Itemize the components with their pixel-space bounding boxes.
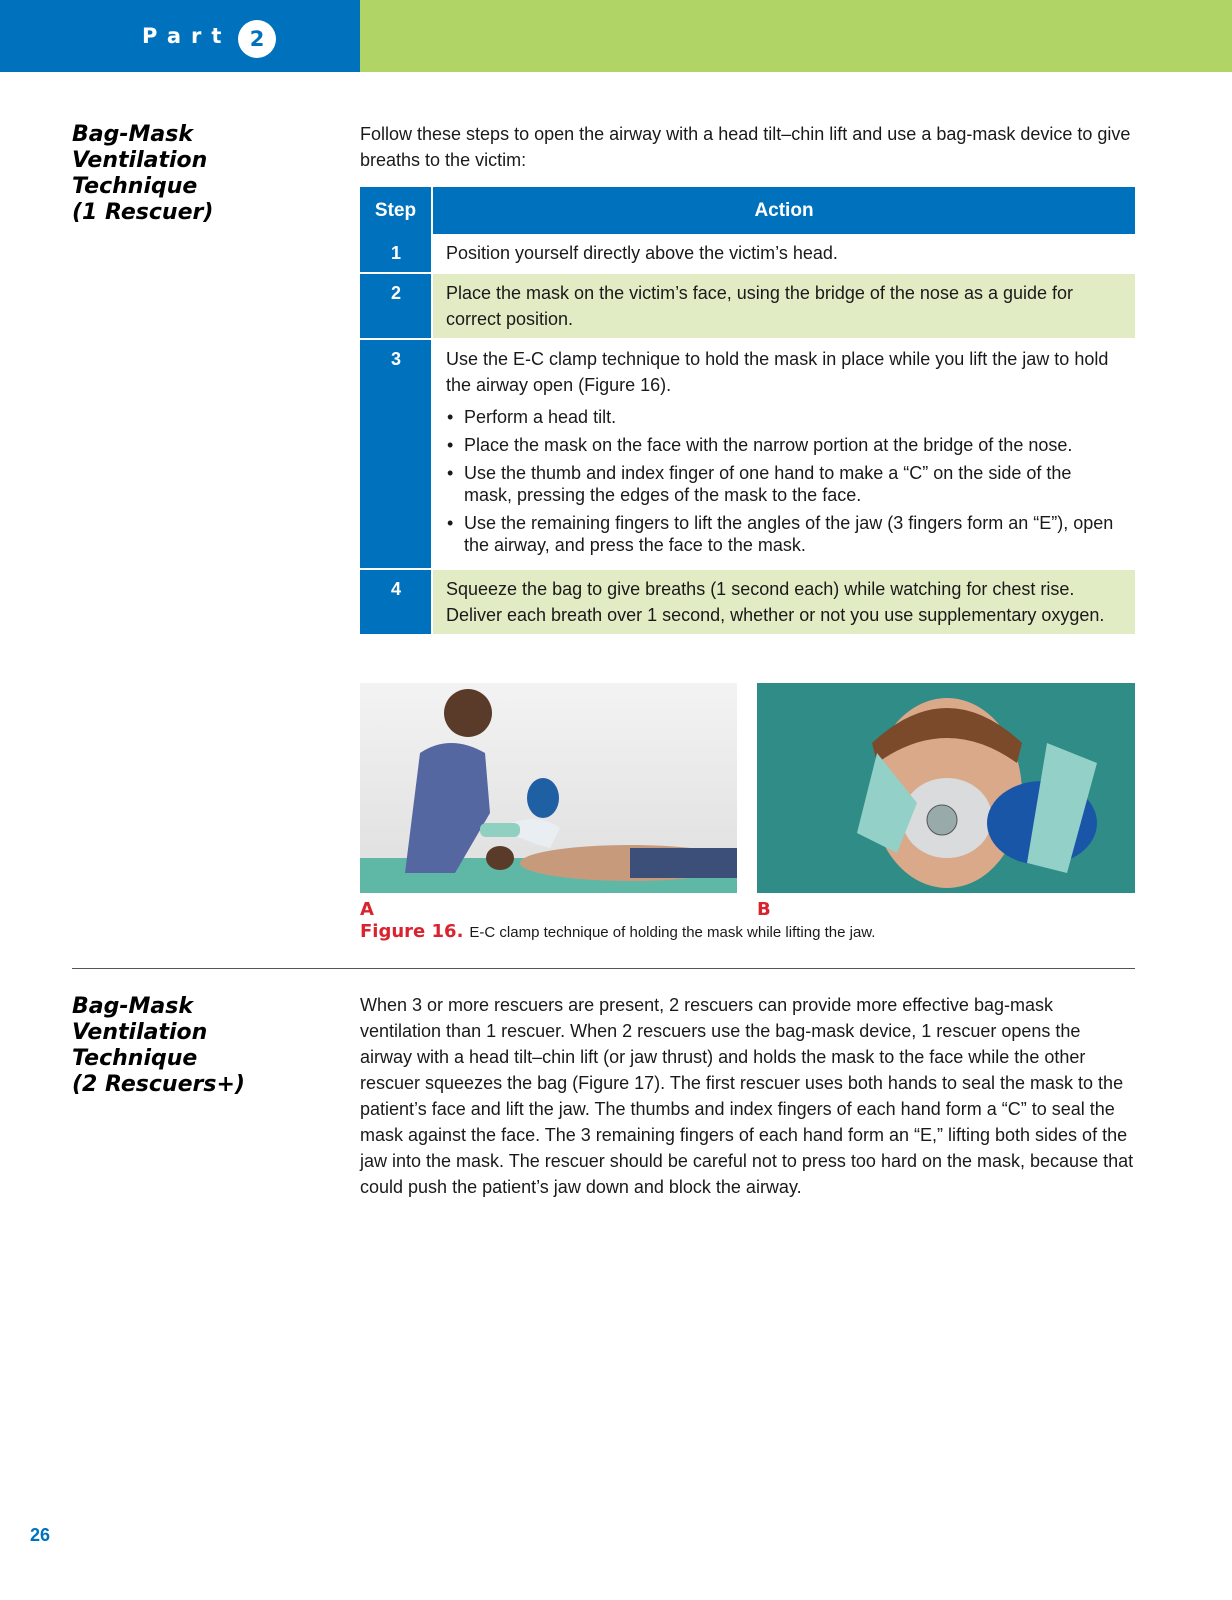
bullet-list (446, 406, 1123, 556)
steps-table (360, 187, 1135, 636)
figure-16b-image (757, 683, 1135, 893)
figure-number: Figure 16. (360, 921, 464, 942)
header-accent (360, 0, 1232, 72)
step-action (432, 339, 1135, 569)
intro-text: Follow these steps to open the airway with a head tilt–chin lift and use a bag-mask device to give breaths to the victim: (360, 124, 1131, 170)
table-row (360, 339, 1135, 569)
figure-label-a: A (360, 899, 374, 920)
bullet-item: • Use the thumb and index finger of one hand to make a “C” on the side of the mask, pressing the edges of the mask to the face. (464, 462, 1123, 506)
step-action: Position yourself directly above the victim’s head. (432, 234, 1135, 273)
step-action: Squeeze the bag to give breaths (1 second each) while watching for chest rise. Deliver each breath over 1 second, whether or not you use supplementary oxygen. (432, 569, 1135, 635)
figure-label-b: B (757, 899, 771, 920)
page-number: 26 (30, 1525, 51, 1545)
part-number-badge: 2 (238, 20, 276, 58)
table-row (360, 273, 1135, 339)
col-step: Step (360, 187, 432, 234)
figure-caption (360, 921, 875, 942)
step-number: 1 (360, 234, 432, 273)
step-action: Place the mask on the victim’s face, using the bridge of the nose as a guide for correct position. (432, 273, 1135, 339)
ec-clamp-illustration (757, 683, 1135, 893)
table-row (360, 234, 1135, 273)
section2-heading (72, 994, 332, 1098)
figure-16a-image (360, 683, 737, 893)
step-number: 3 (360, 339, 432, 569)
caption-text: E-C clamp technique of holding the mask while lifting the jaw. (469, 924, 876, 941)
col-action: Action (432, 187, 1135, 234)
rescuer-illustration (360, 683, 737, 893)
part-label: Part (142, 24, 232, 48)
section-divider (72, 968, 1135, 969)
section1-heading (72, 122, 332, 226)
section2-text: When 3 or more rescuers are present, 2 rescuers can provide more effective bag-mask ventilation than 1 rescuer. When 2 rescuers use the bag-mask device, 1 rescuer opens the airway with a head tilt–chin lift (or jaw thrust) and holds the mask to the face while the other rescuer squeezes the bag (Figure 17). The first rescuer uses both hands to seal the mask to the patient’s face and lift the jaw. The thumbs and index fingers of each hand form a “C” to seal the mask against the face. The 3 remaining fingers of each hand form an “E,” lifting both sides of the jaw into the mask. The rescuer should be careful not to press too hard on the mask, because that could push the patient’s jaw down and block the airway. (360, 995, 1134, 1197)
bullet-item: • Use the remaining fingers to lift the angles of the jaw (3 fingers form an “E”), open the airway, and press the face to the mask. (464, 512, 1123, 556)
heading-line: (2 Rescuers+) (72, 1072, 245, 1097)
heading-line: Ventilation (72, 148, 208, 173)
heading-line: Technique (72, 174, 198, 199)
step-number: 2 (360, 273, 432, 339)
heading-line: (1 Rescuer) (72, 200, 214, 225)
heading-line: Technique (72, 1046, 198, 1071)
step-action-text: Use the E-C clamp technique to hold the mask in place while you lift the jaw to hold the airway open (Figure 16). (446, 349, 1109, 395)
heading-line: Bag-Mask (72, 122, 193, 147)
heading-line: Ventilation (72, 1020, 208, 1045)
table-row (360, 569, 1135, 635)
step-number: 4 (360, 569, 432, 635)
bullet-item: • Place the mask on the face with the narrow portion at the bridge of the nose. (464, 434, 1123, 456)
heading-line: Bag-Mask (72, 994, 193, 1019)
bullet-item: • Perform a head tilt. (464, 406, 1123, 428)
